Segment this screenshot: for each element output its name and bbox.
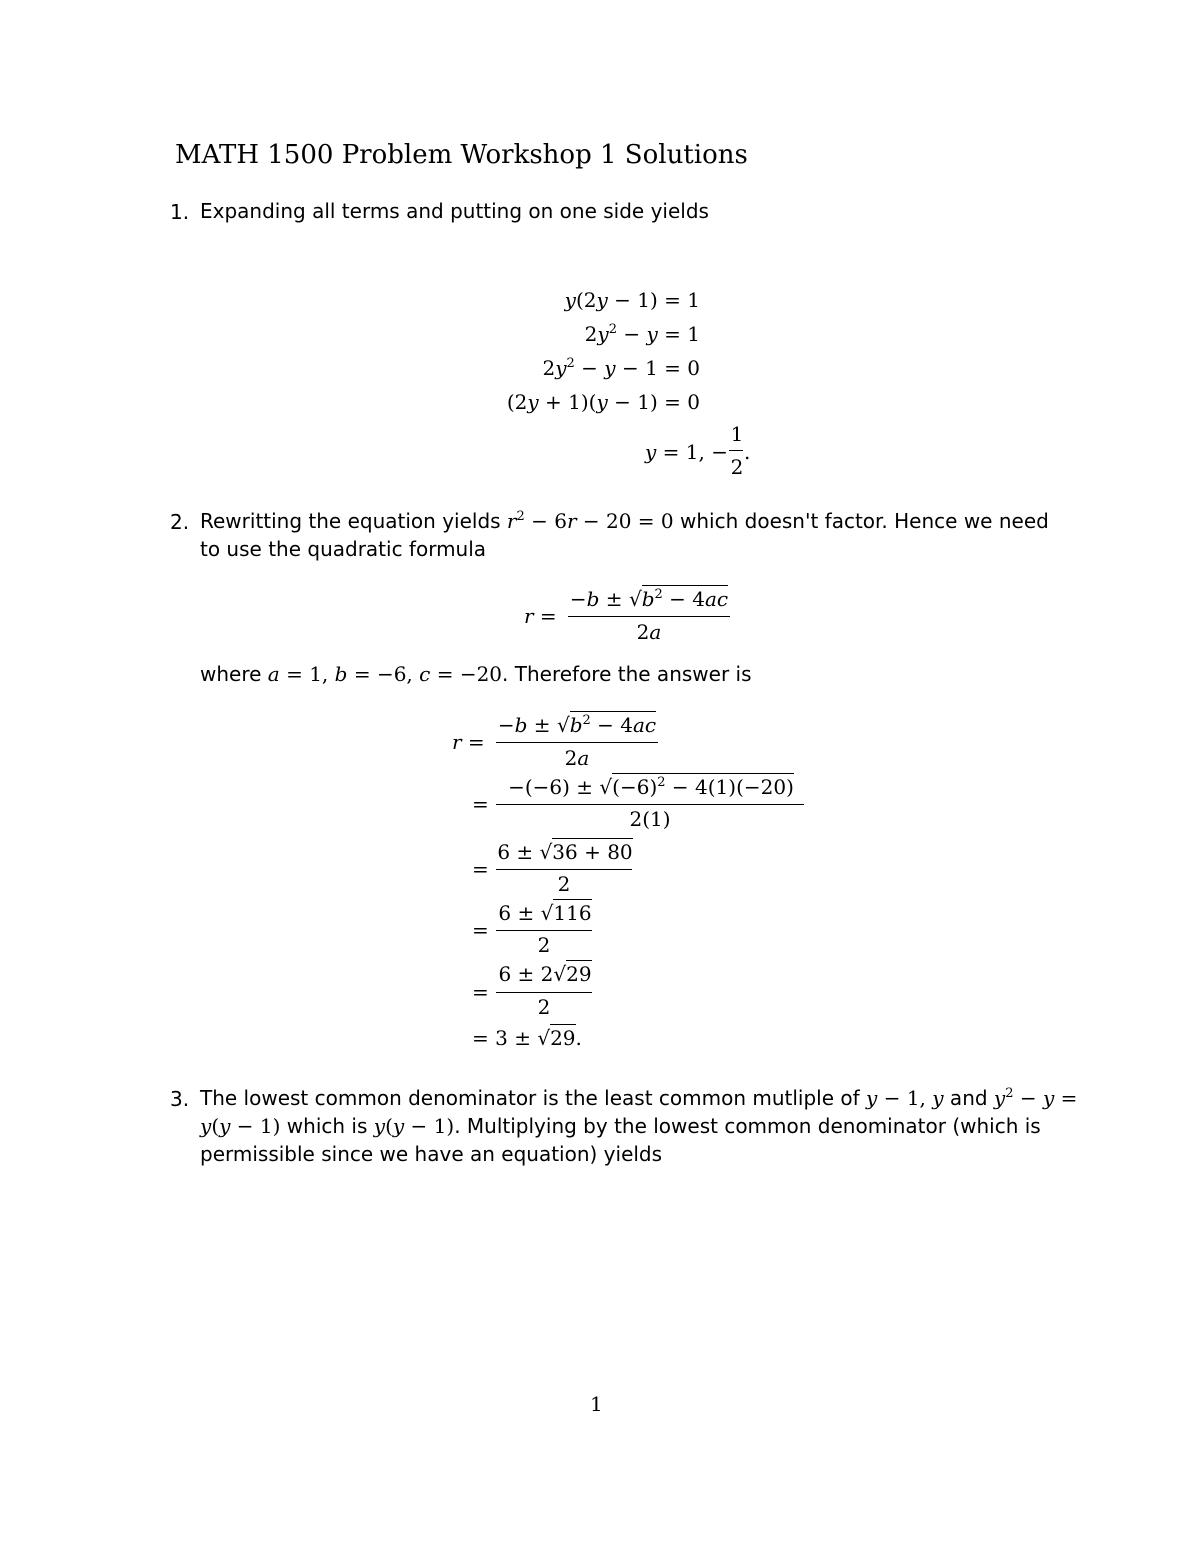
fraction-bar (568, 616, 730, 617)
fraction-numerator: 6 ± 2√29 (498, 962, 592, 986)
fraction-numerator: $-b \pm √b^2 - 4ac$ (497, 713, 657, 737)
inline-equation: a = 1, b = −6, c = −20 (267, 662, 503, 686)
problem-3-line-3: permissible since we have an equation) yields (200, 1142, 663, 1166)
inline-equation: y(y − 1) (373, 1114, 455, 1138)
where-text-b: . Therefore the answer is (502, 662, 752, 686)
inline-equation: y(y − 1) (200, 1114, 281, 1138)
problem-2-number: 2. (170, 510, 190, 534)
problem-3-line-2 (200, 1112, 1041, 1140)
inline-equation: $y^2 - y$ = (993, 1086, 1078, 1110)
problem-1-text: Expanding all terms and putting on one side yields (200, 199, 709, 223)
page-number: 1 (590, 1392, 603, 1416)
inline-equation: y − 1, y (866, 1086, 944, 1110)
fraction-denominator: 2 (730, 455, 744, 479)
fraction-denominator: 2 (557, 872, 571, 896)
inline-equation: $r^2 - 6r - 20 = 0$ (506, 509, 674, 533)
problem-1-number: 1. (170, 200, 190, 224)
equals-sign: = (472, 918, 489, 942)
problem-2-where-line (200, 660, 752, 688)
equation-line: $2y^2 - y - 1 = 0$ (542, 356, 700, 380)
equals-sign: = (472, 792, 489, 816)
problem-2-line-2: to use the quadratic formula (200, 537, 487, 561)
fraction-numerator: 6 ± √36 + 80 (497, 840, 633, 864)
equation-line: (2y + 1)(y − 1) = 0 (506, 390, 700, 414)
equation-lhs: r = (524, 604, 557, 628)
fraction-bar (496, 804, 804, 805)
fraction-bar (496, 930, 592, 931)
fraction-denominator: 2a (636, 620, 662, 644)
fraction-bar (496, 742, 658, 743)
fraction-numerator: $-(-6) \pm √(-6)^2 - 4(1)(-20)$ (508, 775, 794, 799)
fraction-denominator: 2a (564, 746, 590, 770)
fraction-denominator: 2 (537, 995, 551, 1019)
fraction-denominator: 2 (537, 933, 551, 957)
period: . (744, 440, 751, 464)
fraction-bar (729, 450, 743, 451)
fraction-numerator: $-b \pm √b^2 - 4ac$ (569, 587, 729, 611)
problem-2-text-a: Rewritting the equation yields (200, 509, 501, 533)
fraction-denominator: 2(1) (629, 807, 671, 831)
problem-3-line-1: The lowest common denominator is the least common mutliple of y − 1, y and $y^2 - y$ = (200, 1086, 1078, 1110)
fraction-bar (496, 869, 632, 870)
equation-line: y(2y − 1) = 1 (564, 288, 700, 312)
problem-2-line-1 (200, 507, 1049, 535)
fraction-bar (496, 992, 592, 993)
equation-line: $2y^2 - y = 1$ (584, 322, 700, 346)
equals-sign: = (472, 857, 489, 881)
equation-line: = 3 ± √29. (472, 1026, 582, 1050)
page-title: MATH 1500 Problem Workshop 1 Solutions (175, 140, 748, 170)
equals-sign: = (472, 980, 489, 1004)
fraction-numerator: 6 ± √116 (498, 901, 592, 925)
equation-lhs: r = (452, 730, 485, 754)
problem-3-text-b: which is (286, 1114, 368, 1138)
problem-3-number: 3. (170, 1087, 190, 1111)
equation-line: y = 1, − (645, 440, 728, 464)
problem-2-text-b: which doesn't factor. Hence we need (680, 509, 1049, 533)
problem-3-text-a: The lowest common denominator is the least common mutliple of (200, 1086, 860, 1110)
fraction-numerator: 1 (730, 422, 744, 446)
problem-3-text-c: . Multiplying by the lowest common denominator (which is (454, 1114, 1041, 1138)
where-text: where (200, 662, 262, 686)
